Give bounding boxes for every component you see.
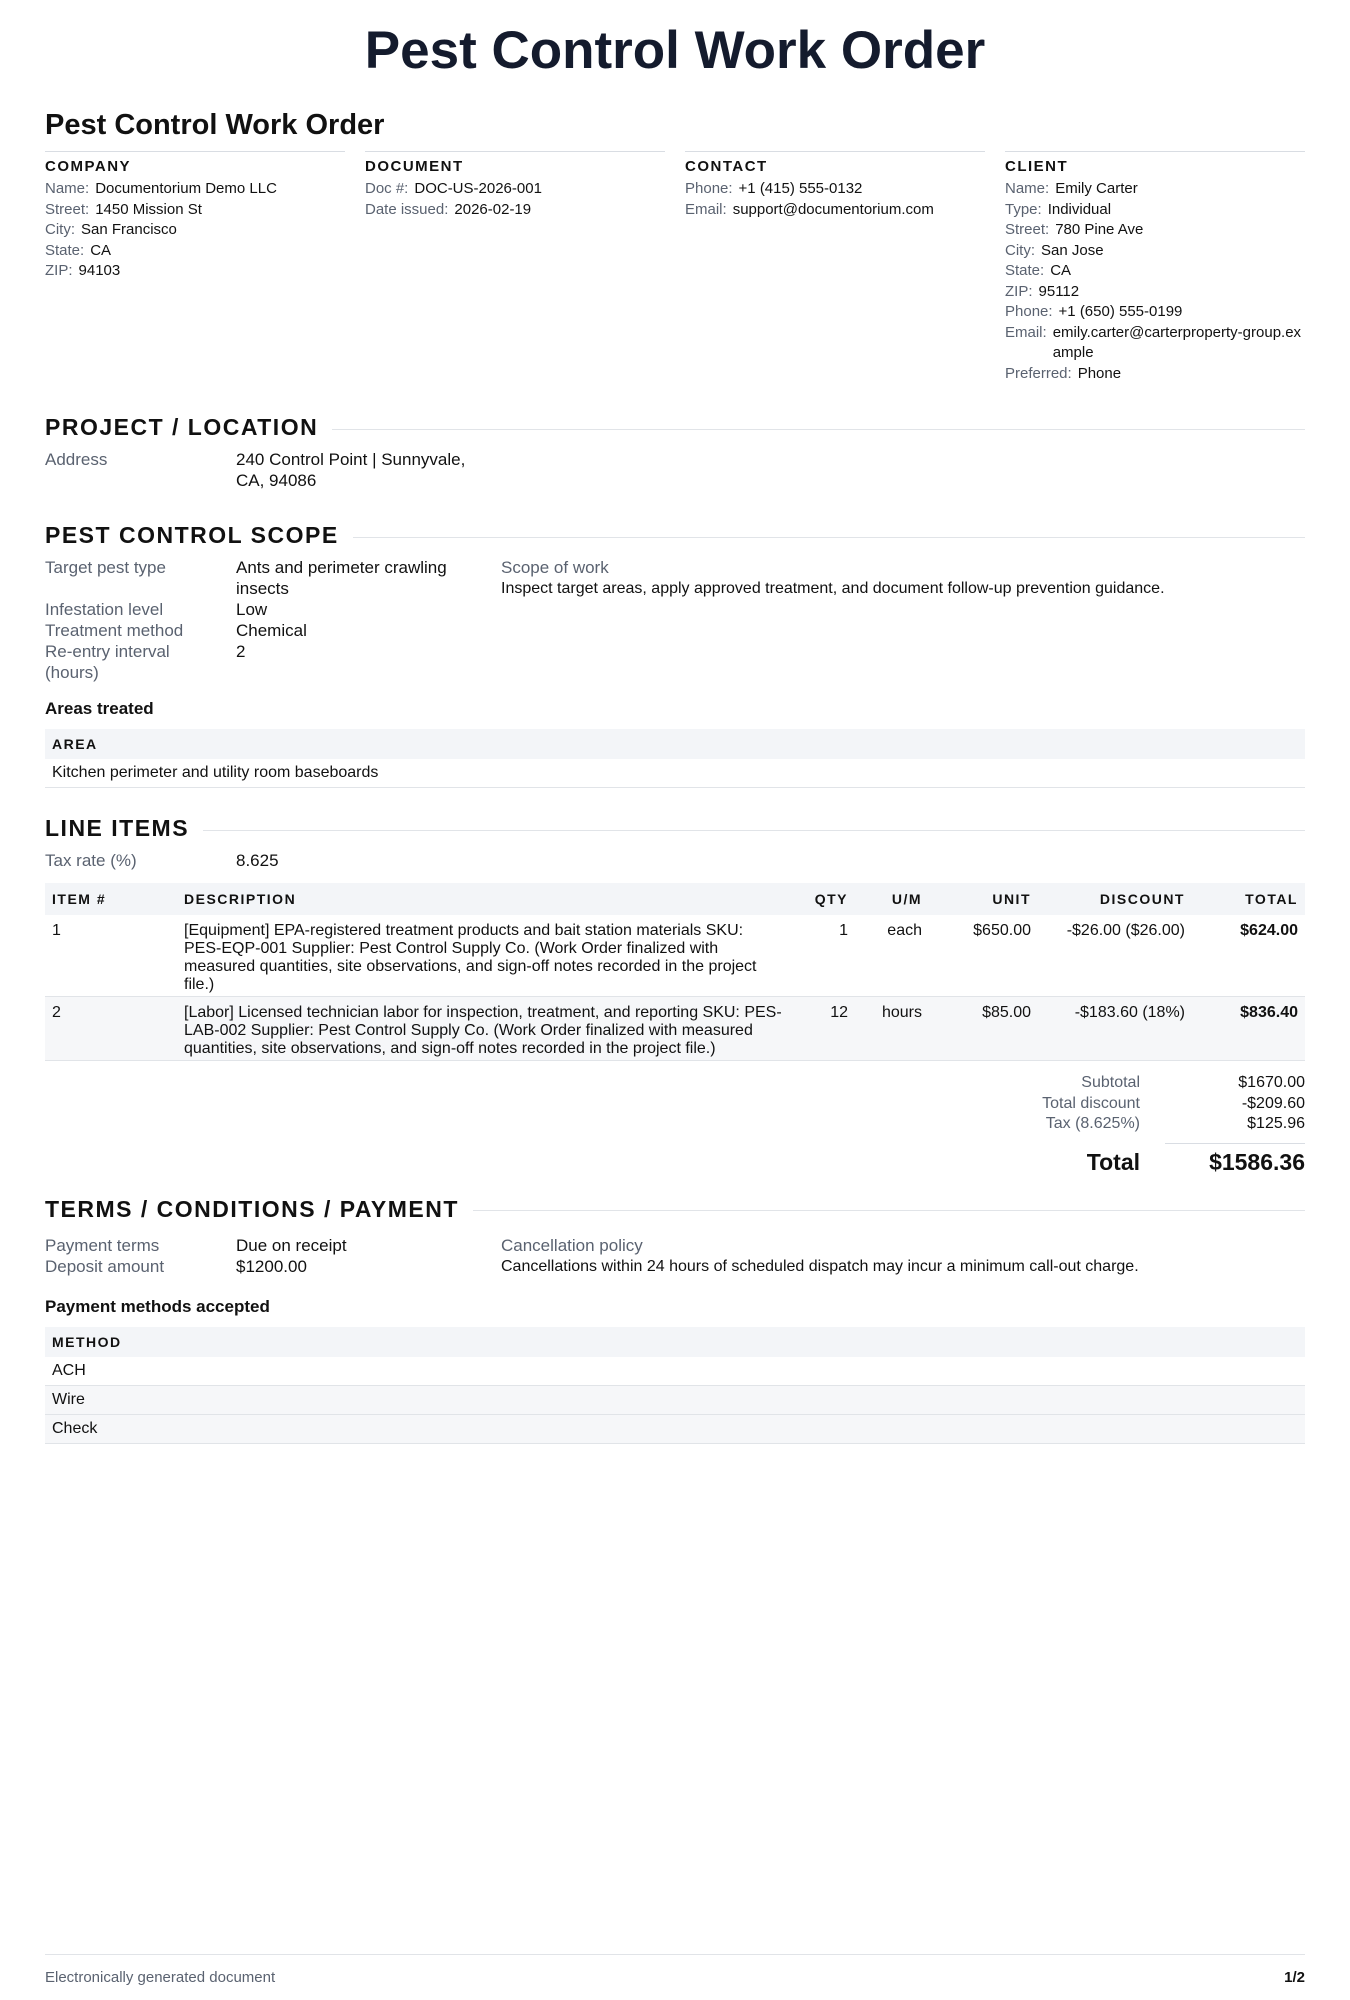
table-row [45, 915, 1305, 997]
field-value: San Francisco [81, 221, 177, 238]
company-heading: COMPANY [45, 158, 132, 175]
field-value: 94103 [78, 262, 121, 279]
column-header-description: DESCRIPTION [177, 883, 791, 915]
project-heading: PROJECT / LOCATION [45, 414, 319, 440]
field-value: 2 [236, 642, 246, 661]
field-value: 780 Pine Ave [1055, 221, 1144, 238]
field-value: Documentorium Demo LLC [95, 180, 277, 197]
tax-row [45, 1114, 1305, 1135]
client-email-row [1005, 323, 1305, 364]
reentry-interval-row [45, 641, 501, 683]
grand-total-label: Total [1086, 1148, 1140, 1175]
field-value: +1 (650) 555-0199 [1058, 303, 1183, 320]
client-name-row [1005, 179, 1305, 200]
footer-note: Electronically generated document [45, 1969, 276, 1986]
contact-phone-row [685, 179, 985, 200]
column-header-unit: UNIT [929, 883, 1038, 915]
payment-methods-heading: Payment methods accepted [45, 1296, 270, 1316]
table-row [45, 1414, 1305, 1443]
field-label: Street: [1005, 221, 1050, 238]
field-label: Deposit amount [45, 1256, 165, 1276]
client-phone-row [1005, 302, 1305, 323]
description-cell: [Labor] Licensed technician labor for inspection, treatment, and reporting SKU: PES-LAB-002 Supplier: Pest Control Supply Co. (Work Order finalized with measured quantities, site observations, and sign-off notes recorded in the project file.) [177, 997, 791, 1061]
address-row [45, 449, 1305, 491]
field-value: DOC-US-2026-001 [414, 180, 542, 197]
client-preferred-row [1005, 364, 1305, 385]
work-order-page [45, 0, 1305, 1444]
client-block [1005, 151, 1305, 384]
field-value: Phone [1077, 364, 1122, 382]
unit-cell: $85.00 [929, 997, 1038, 1061]
total-discount-label: Total discount [1042, 1094, 1140, 1112]
field-value: support@documentorium.com [732, 200, 934, 218]
company-name-row [45, 179, 345, 200]
field-label: State: [45, 241, 85, 259]
subtotal-value: $1670.00 [1238, 1074, 1305, 1091]
scope-section-header [45, 522, 1305, 549]
field-label: Email: [1005, 323, 1047, 341]
grand-total-row [45, 1143, 1305, 1176]
field-value: 95112 [1038, 282, 1080, 300]
grand-total-value: $1586.36 [1165, 1143, 1305, 1176]
total-cell: $624.00 [1192, 915, 1305, 997]
doc-number-row [365, 179, 665, 200]
field-label: ZIP: [45, 262, 73, 279]
field-value: 2026-02-19 [454, 200, 532, 218]
method-cell: ACH [45, 1357, 1305, 1386]
um-cell: each [855, 915, 929, 997]
table-row [45, 1385, 1305, 1414]
infestation-level-row [45, 599, 501, 620]
address-label: Address [45, 450, 108, 469]
document-heading: DOCUMENT [365, 158, 464, 175]
method-cell: Check [45, 1414, 1305, 1443]
contact-heading: CONTACT [685, 158, 768, 175]
field-label: City: [45, 221, 75, 238]
field-label: Infestation level [45, 600, 164, 619]
client-heading: CLIENT [1005, 158, 1069, 175]
field-value: Chemical [236, 621, 307, 640]
field-value: Emily Carter [1055, 180, 1138, 197]
target-pest-row [45, 557, 501, 599]
field-value: Due on receipt [236, 1235, 347, 1255]
company-zip-row [45, 261, 345, 282]
field-label: Date issued: [365, 200, 449, 218]
section-divider [332, 429, 1305, 430]
method-column-header: METHOD [45, 1327, 1305, 1357]
scope-details [45, 557, 1305, 683]
contact-block [685, 151, 985, 384]
date-issued-row [365, 200, 665, 221]
tax-label: Tax (8.625%) [1045, 1115, 1140, 1132]
tax-rate-row [45, 850, 1305, 871]
area-column-header: AREA [45, 729, 1305, 759]
line-items-section-header [45, 815, 1305, 842]
deposit-amount-row [45, 1256, 501, 1277]
qty-cell: 12 [791, 997, 855, 1061]
total-cell: $836.40 [1192, 997, 1305, 1061]
area-cell: Kitchen perimeter and utility room baseboards [45, 759, 1305, 788]
terms-details [45, 1235, 1305, 1277]
section-divider [473, 1210, 1305, 1211]
table-row [45, 1357, 1305, 1386]
payment-terms-row [45, 1235, 501, 1256]
total-discount-value: -$209.60 [1241, 1094, 1305, 1112]
field-value: CA [1050, 262, 1072, 279]
field-label: ZIP: [1005, 282, 1033, 300]
company-city-row [45, 220, 345, 241]
subtotal-row [45, 1073, 1305, 1094]
column-header-um: U/M [855, 883, 929, 915]
field-label: Treatment method [45, 621, 184, 640]
client-state-row [1005, 261, 1305, 282]
total-discount-row [45, 1094, 1305, 1115]
totals-block [45, 1073, 1305, 1176]
field-label: Payment terms [45, 1235, 160, 1255]
terms-fields [45, 1235, 501, 1277]
client-type-row [1005, 200, 1305, 221]
document-subtitle: Pest Control Work Order [45, 109, 385, 141]
column-header-item: ITEM # [45, 883, 177, 915]
field-label: Email: [685, 200, 727, 218]
field-value: CA [90, 241, 112, 259]
field-label: Preferred: [1005, 364, 1072, 382]
field-value: +1 (415) 555-0132 [738, 180, 863, 197]
scope-fields [45, 557, 501, 683]
cancellation-policy-text: Cancellations within 24 hours of scheduled dispatch may incur a minimum call-out charge. [501, 1257, 1139, 1275]
cancellation-policy [501, 1235, 1305, 1277]
page-title: Pest Control Work Order [364, 21, 986, 80]
payment-methods-table [45, 1327, 1305, 1444]
scope-heading: PEST CONTROL SCOPE [45, 522, 339, 548]
section-divider [353, 537, 1305, 538]
tax-value: $125.96 [1247, 1115, 1305, 1132]
item-number-cell: 2 [45, 997, 177, 1061]
column-header-total: TOTAL [1192, 883, 1305, 915]
table-row [45, 759, 1305, 788]
page-number: 1/2 [1284, 1969, 1305, 1986]
qty-cell: 1 [791, 915, 855, 997]
field-value: $1200.00 [236, 1256, 307, 1276]
scope-of-work-label: Scope of work [501, 558, 609, 577]
unit-cell: $650.00 [929, 915, 1038, 997]
field-label: Name: [45, 180, 90, 197]
discount-cell: -$26.00 ($26.00) [1038, 915, 1192, 997]
column-header-discount: DISCOUNT [1038, 883, 1192, 915]
company-block [45, 151, 345, 384]
field-label: Type: [1005, 200, 1042, 218]
discount-cell: -$183.60 (18%) [1038, 997, 1192, 1061]
company-street-row [45, 200, 345, 221]
column-header-qty: QTY [791, 883, 855, 915]
field-label: Street: [45, 200, 90, 218]
areas-treated-heading: Areas treated [45, 699, 154, 718]
um-cell: hours [855, 997, 929, 1061]
header-info-grid [45, 151, 1305, 384]
field-value: Low [236, 600, 268, 619]
field-value: Ants and perimeter crawling insects [236, 558, 447, 598]
field-label: Phone: [1005, 303, 1053, 320]
section-divider [203, 830, 1305, 831]
method-cell: Wire [45, 1385, 1305, 1414]
field-label: State: [1005, 262, 1045, 279]
client-city-row [1005, 241, 1305, 262]
tax-rate-value: 8.625 [236, 851, 279, 870]
document-block [365, 151, 665, 384]
client-street-row [1005, 220, 1305, 241]
field-value: Individual [1047, 200, 1112, 218]
page-footer [45, 1954, 1305, 1986]
field-label: Name: [1005, 180, 1050, 197]
contact-email-row [685, 200, 985, 221]
project-section-header [45, 414, 1305, 441]
field-value: San Jose [1041, 241, 1104, 259]
field-label: Target pest type [45, 558, 166, 577]
field-value: 1450 Mission St [95, 200, 202, 218]
field-label: Phone: [685, 180, 733, 197]
line-items-heading: LINE ITEMS [45, 815, 190, 841]
address-value: 240 Control Point | Sunnyvale, CA, 94086 [236, 450, 466, 490]
terms-heading: TERMS / CONDITIONS / PAYMENT [45, 1195, 459, 1222]
cancellation-policy-label: Cancellation policy [501, 1235, 643, 1255]
scope-of-work [501, 557, 1305, 683]
tax-rate-label: Tax rate (%) [45, 851, 137, 870]
subtotal-label: Subtotal [1081, 1074, 1140, 1091]
company-state-row [45, 241, 345, 262]
areas-table [45, 729, 1305, 788]
item-number-cell: 1 [45, 915, 177, 997]
table-row [45, 997, 1305, 1061]
treatment-method-row [45, 620, 501, 641]
terms-section-header [45, 1196, 1305, 1223]
field-label: Doc #: [365, 180, 409, 197]
field-label: Re-entry interval (hours) [45, 642, 170, 682]
client-zip-row [1005, 282, 1305, 303]
line-items-table [45, 883, 1305, 1061]
field-label: City: [1005, 241, 1035, 259]
description-cell: [Equipment] EPA-registered treatment products and bait station materials SKU: PES-EQP-001 Supplier: Pest Control Supply Co. (Work Order finalized with measured quantities, site observations, and sign-off notes recorded in the project file.) [177, 915, 791, 997]
client-email-link[interactable]: emily.carter@carterproperty-group.example [1052, 323, 1302, 361]
scope-of-work-text: Inspect target areas, apply approved treatment, and document follow-up prevention guidance. [501, 580, 1165, 597]
